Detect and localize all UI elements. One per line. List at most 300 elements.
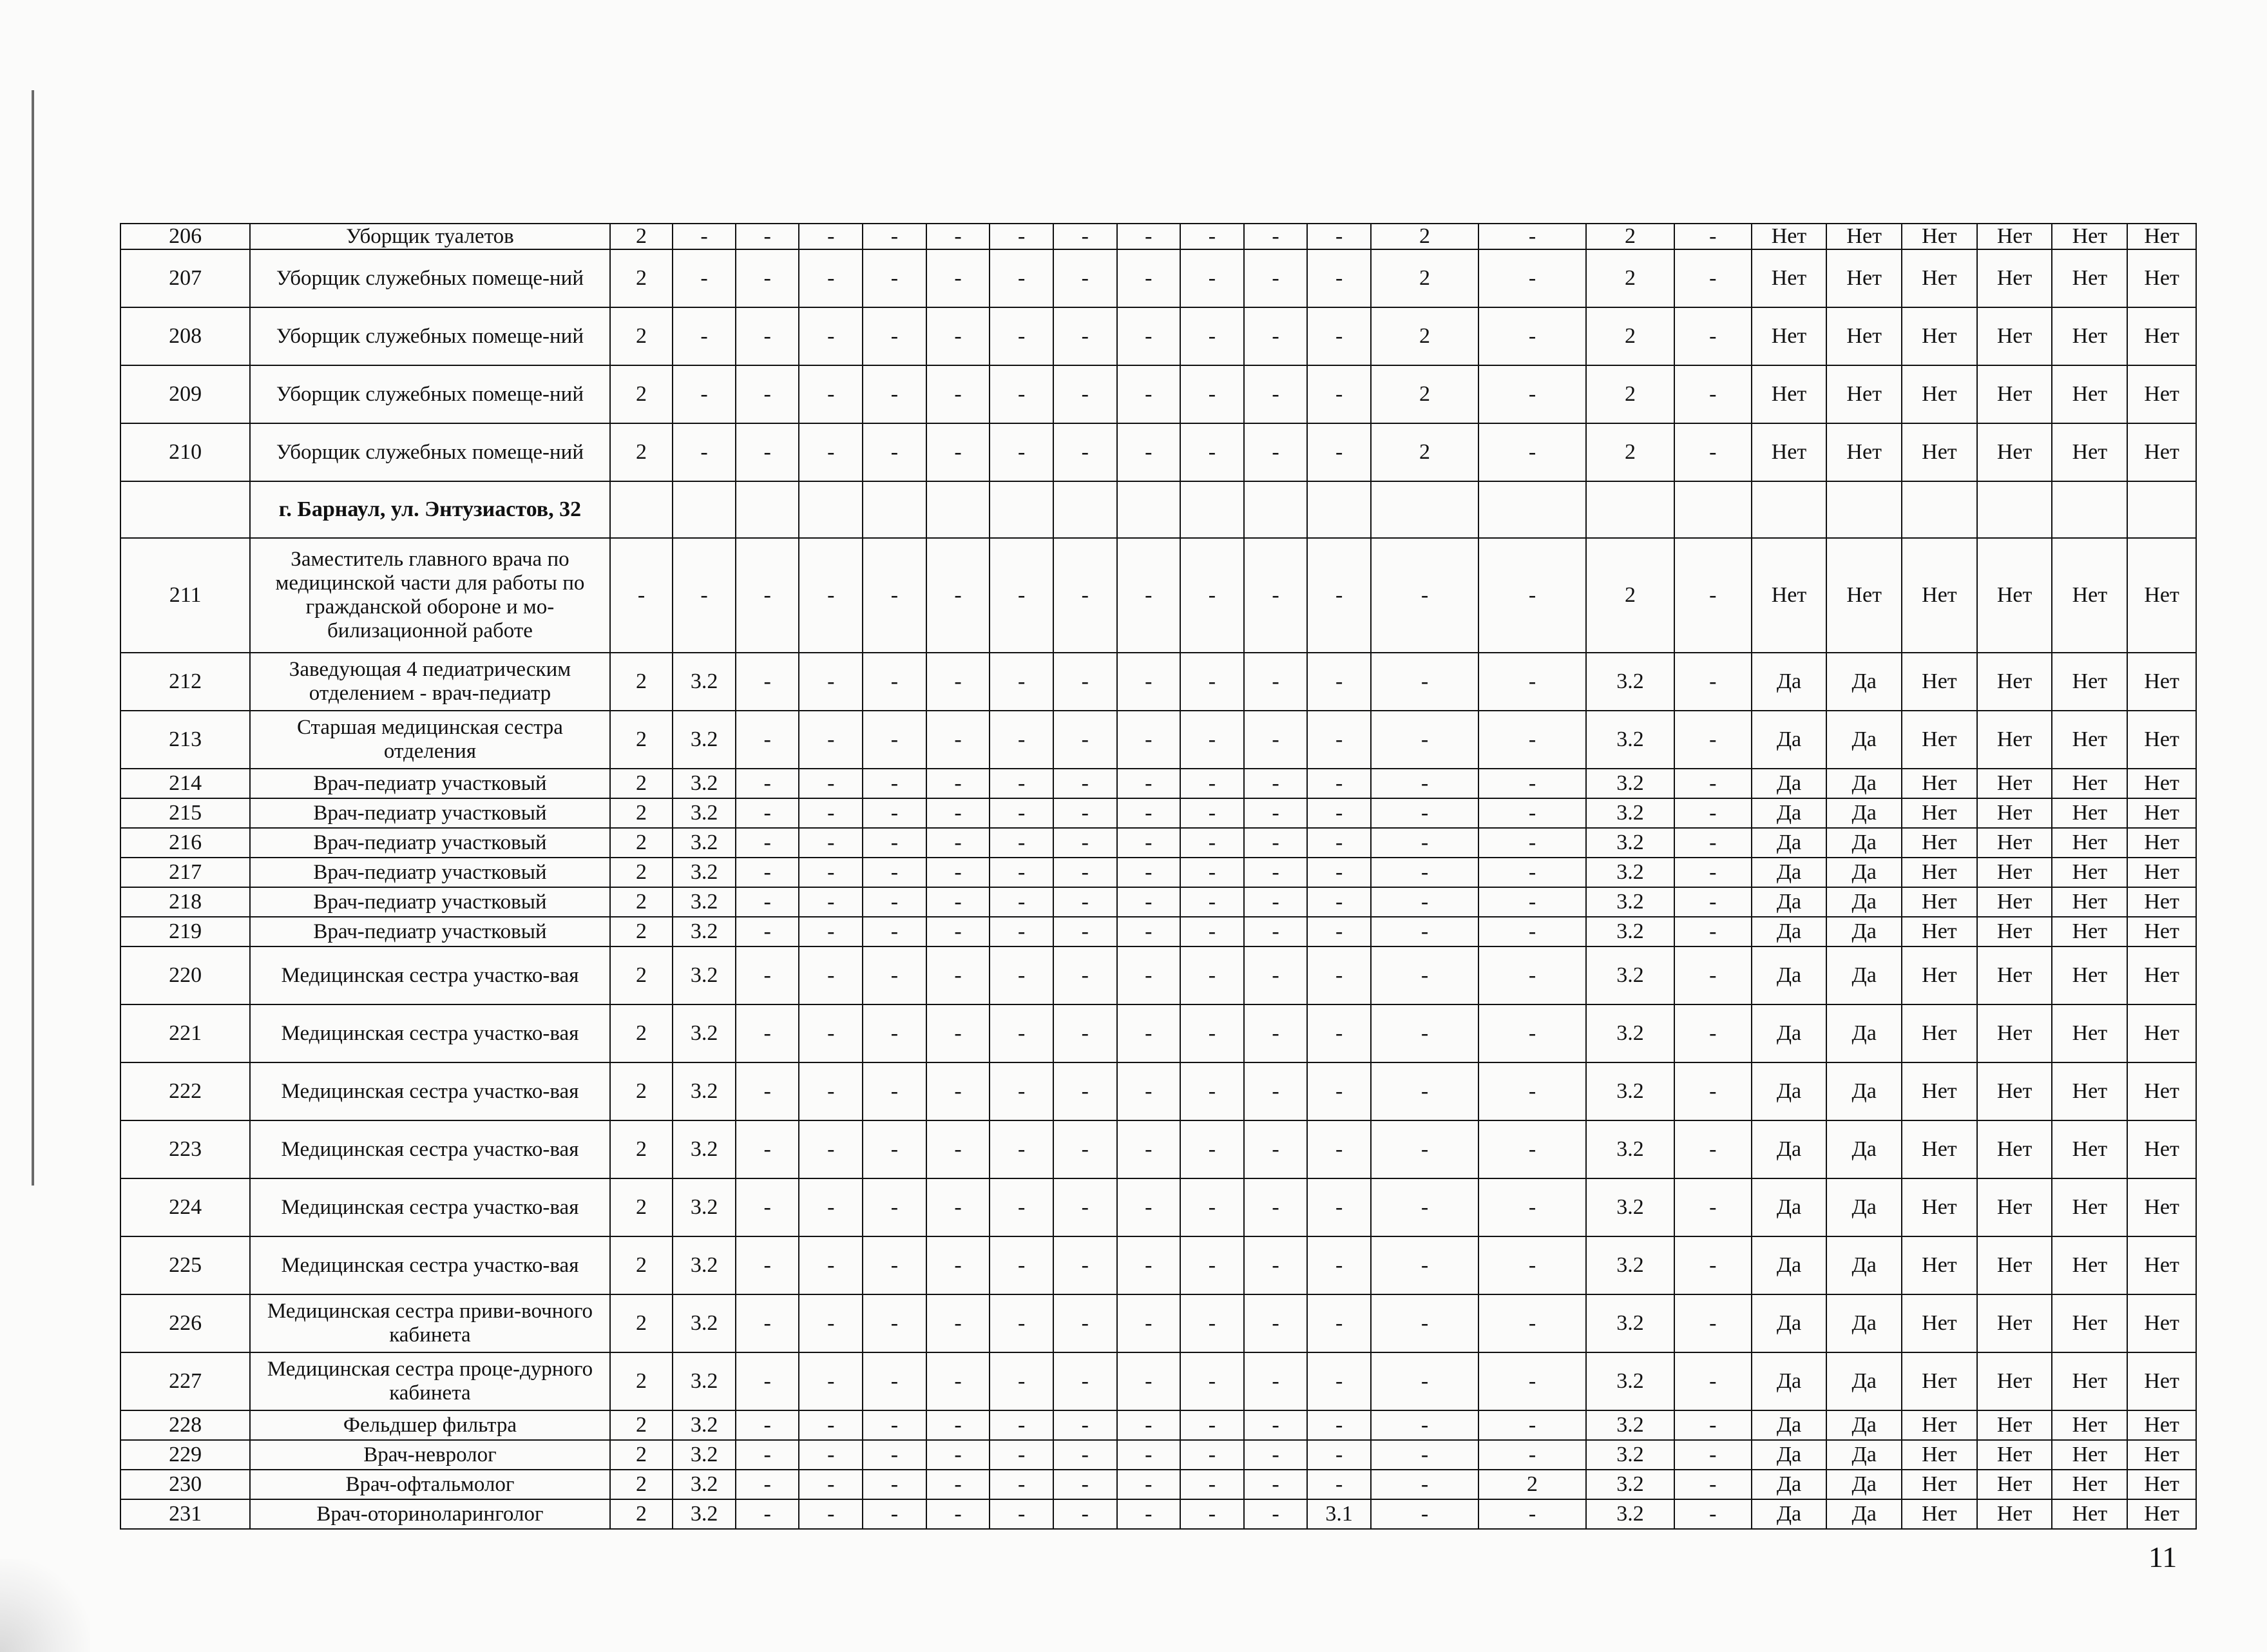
value-cell-22: Нет bbox=[2127, 1120, 2196, 1178]
value-cell-18: Нет bbox=[1826, 224, 1902, 249]
value-cell-21: Нет bbox=[2052, 1470, 2127, 1499]
value-cell-4: - bbox=[799, 946, 863, 1004]
value-cell-18: Да bbox=[1826, 798, 1902, 828]
value-cell-2: 3.2 bbox=[673, 798, 736, 828]
position-name-cell: Медицинская сестра приви-вочного кабинета bbox=[250, 1294, 609, 1352]
value-cell-5: - bbox=[863, 1062, 926, 1120]
value-cell-9: - bbox=[1117, 887, 1181, 917]
value-cell-9: - bbox=[1117, 917, 1181, 946]
value-cell-18: Да bbox=[1826, 1470, 1902, 1499]
value-cell-22: Нет bbox=[2127, 423, 2196, 481]
scan-corner-shadow bbox=[0, 1559, 90, 1652]
address-cell: г. Барнаул, ул. Энтузиастов, 32 bbox=[250, 481, 609, 538]
value-cell-2: 3.2 bbox=[673, 1294, 736, 1352]
position-name-cell: Медицинская сестра участко-вая bbox=[250, 1004, 609, 1062]
value-cell-6: - bbox=[926, 1236, 990, 1294]
value-cell-12: - bbox=[1307, 1470, 1371, 1499]
row-number-cell: 208 bbox=[120, 307, 250, 365]
value-cell-19: Нет bbox=[1902, 538, 1977, 653]
value-cell-16: - bbox=[1674, 1178, 1752, 1236]
value-cell-6: - bbox=[926, 946, 990, 1004]
value-cell-22 bbox=[2127, 481, 2196, 538]
value-cell-21: Нет bbox=[2052, 798, 2127, 828]
value-cell-6: - bbox=[926, 769, 990, 798]
value-cell-13: - bbox=[1371, 1178, 1478, 1236]
value-cell-19: Нет bbox=[1902, 423, 1977, 481]
value-cell-10: - bbox=[1180, 711, 1244, 769]
value-cell-11: - bbox=[1244, 1120, 1308, 1178]
value-cell-20: Нет bbox=[1977, 1352, 2052, 1410]
value-cell-12: - bbox=[1307, 1178, 1371, 1236]
value-cell-5: - bbox=[863, 1470, 926, 1499]
row-number-cell: 221 bbox=[120, 1004, 250, 1062]
position-name-cell: Заведующая 4 педиатрическим отделением - врач-педиатр bbox=[250, 653, 609, 711]
value-cell-17: Да bbox=[1752, 858, 1827, 887]
position-name-cell: Врач-педиатр участковый bbox=[250, 798, 609, 828]
value-cell-12: - bbox=[1307, 1352, 1371, 1410]
value-cell-11: - bbox=[1244, 946, 1308, 1004]
value-cell-22: Нет bbox=[2127, 1062, 2196, 1120]
value-cell-5: - bbox=[863, 798, 926, 828]
value-cell-14: - bbox=[1478, 1440, 1586, 1470]
position-name-cell: Старшая медицинская сестра отделения bbox=[250, 711, 609, 769]
value-cell-8: - bbox=[1053, 1120, 1117, 1178]
value-cell-18: Да bbox=[1826, 711, 1902, 769]
value-cell-5: - bbox=[863, 1120, 926, 1178]
value-cell-18: Да bbox=[1826, 1410, 1902, 1440]
value-cell-22: Нет bbox=[2127, 653, 2196, 711]
value-cell-8: - bbox=[1053, 224, 1117, 249]
value-cell-12: - bbox=[1307, 887, 1371, 917]
value-cell-2: - bbox=[673, 365, 736, 423]
value-cell-16: - bbox=[1674, 653, 1752, 711]
value-cell-8: - bbox=[1053, 1499, 1117, 1529]
value-cell-6: - bbox=[926, 653, 990, 711]
value-cell-11: - bbox=[1244, 858, 1308, 887]
value-cell-3: - bbox=[736, 1499, 799, 1529]
value-cell-7: - bbox=[990, 769, 1053, 798]
value-cell-16: - bbox=[1674, 711, 1752, 769]
value-cell-15: 3.2 bbox=[1586, 1470, 1674, 1499]
value-cell-17: Да bbox=[1752, 769, 1827, 798]
value-cell-14: - bbox=[1478, 887, 1586, 917]
value-cell-22: Нет bbox=[2127, 224, 2196, 249]
value-cell-15: 3.2 bbox=[1586, 1410, 1674, 1440]
value-cell-10: - bbox=[1180, 887, 1244, 917]
value-cell-12: - bbox=[1307, 538, 1371, 653]
row-number-cell: 222 bbox=[120, 1062, 250, 1120]
value-cell-17: Да bbox=[1752, 1499, 1827, 1529]
page-number: 11 bbox=[2148, 1541, 2177, 1573]
value-cell-12: - bbox=[1307, 1004, 1371, 1062]
value-cell-9: - bbox=[1117, 711, 1181, 769]
value-cell-22: Нет bbox=[2127, 1236, 2196, 1294]
value-cell-2: - bbox=[673, 423, 736, 481]
value-cell-2: 3.2 bbox=[673, 1120, 736, 1178]
value-cell-9: - bbox=[1117, 769, 1181, 798]
value-cell-1: 2 bbox=[610, 423, 673, 481]
position-name-cell: Уборщик служебных помеще-ний bbox=[250, 423, 609, 481]
value-cell-15: 3.2 bbox=[1586, 1004, 1674, 1062]
value-cell-13: - bbox=[1371, 798, 1478, 828]
value-cell-9: - bbox=[1117, 1470, 1181, 1499]
value-cell-7: - bbox=[990, 1294, 1053, 1352]
value-cell-19 bbox=[1902, 481, 1977, 538]
value-cell-13: - bbox=[1371, 538, 1478, 653]
value-cell-9: - bbox=[1117, 946, 1181, 1004]
value-cell-6: - bbox=[926, 423, 990, 481]
value-cell-21: Нет bbox=[2052, 307, 2127, 365]
row-number-cell: 210 bbox=[120, 423, 250, 481]
value-cell-21 bbox=[2052, 481, 2127, 538]
value-cell-19: Нет bbox=[1902, 711, 1977, 769]
value-cell-11: - bbox=[1244, 1004, 1308, 1062]
value-cell-20: Нет bbox=[1977, 249, 2052, 307]
value-cell-16: - bbox=[1674, 1120, 1752, 1178]
value-cell-10: - bbox=[1180, 946, 1244, 1004]
value-cell-4: - bbox=[799, 858, 863, 887]
table-row bbox=[120, 249, 2196, 307]
value-cell-15: 3.2 bbox=[1586, 1236, 1674, 1294]
value-cell-19: Нет bbox=[1902, 828, 1977, 858]
value-cell-22: Нет bbox=[2127, 1352, 2196, 1410]
value-cell-10: - bbox=[1180, 1236, 1244, 1294]
value-cell-8: - bbox=[1053, 1236, 1117, 1294]
value-cell-17: Да bbox=[1752, 711, 1827, 769]
value-cell-2: - bbox=[673, 538, 736, 653]
value-cell-2: 3.2 bbox=[673, 1499, 736, 1529]
value-cell-3: - bbox=[736, 365, 799, 423]
value-cell-9 bbox=[1117, 481, 1181, 538]
value-cell-4: - bbox=[799, 653, 863, 711]
value-cell-5: - bbox=[863, 1236, 926, 1294]
value-cell-12: - bbox=[1307, 946, 1371, 1004]
value-cell-21: Нет bbox=[2052, 249, 2127, 307]
value-cell-8: - bbox=[1053, 1062, 1117, 1120]
value-cell-2: 3.2 bbox=[673, 1440, 736, 1470]
value-cell-1: 2 bbox=[610, 1236, 673, 1294]
value-cell-3: - bbox=[736, 1178, 799, 1236]
value-cell-21: Нет bbox=[2052, 423, 2127, 481]
value-cell-6: - bbox=[926, 307, 990, 365]
value-cell-8: - bbox=[1053, 1352, 1117, 1410]
value-cell-17 bbox=[1752, 481, 1827, 538]
value-cell-15: 3.2 bbox=[1586, 769, 1674, 798]
value-cell-21: Нет bbox=[2052, 946, 2127, 1004]
value-cell-1: 2 bbox=[610, 1120, 673, 1178]
value-cell-2: - bbox=[673, 224, 736, 249]
value-cell-22: Нет bbox=[2127, 1470, 2196, 1499]
value-cell-3: - bbox=[736, 1470, 799, 1499]
value-cell-18: Нет bbox=[1826, 538, 1902, 653]
value-cell-6: - bbox=[926, 887, 990, 917]
value-cell-5: - bbox=[863, 828, 926, 858]
value-cell-13: - bbox=[1371, 711, 1478, 769]
value-cell-22: Нет bbox=[2127, 769, 2196, 798]
value-cell-1: - bbox=[610, 538, 673, 653]
value-cell-11: - bbox=[1244, 224, 1308, 249]
value-cell-13: 2 bbox=[1371, 423, 1478, 481]
position-name-cell: Заместитель главного врача по медицинской части для работы по гражданской обороне и мо-билизационной работе bbox=[250, 538, 609, 653]
value-cell-19: Нет bbox=[1902, 1470, 1977, 1499]
value-cell-3: - bbox=[736, 1352, 799, 1410]
value-cell-20: Нет bbox=[1977, 1120, 2052, 1178]
value-cell-15: 2 bbox=[1586, 365, 1674, 423]
value-cell-15: 3.2 bbox=[1586, 711, 1674, 769]
value-cell-3: - bbox=[736, 798, 799, 828]
value-cell-6: - bbox=[926, 1004, 990, 1062]
value-cell-10: - bbox=[1180, 365, 1244, 423]
value-cell-1: 2 bbox=[610, 1499, 673, 1529]
value-cell-3: - bbox=[736, 711, 799, 769]
value-cell-15: 3.2 bbox=[1586, 1440, 1674, 1470]
value-cell-3: - bbox=[736, 1410, 799, 1440]
value-cell-16: - bbox=[1674, 249, 1752, 307]
value-cell-1: 2 bbox=[610, 365, 673, 423]
value-cell-5: - bbox=[863, 1440, 926, 1470]
value-cell-11: - bbox=[1244, 1236, 1308, 1294]
value-cell-3: - bbox=[736, 1294, 799, 1352]
value-cell-8: - bbox=[1053, 538, 1117, 653]
value-cell-13: 2 bbox=[1371, 365, 1478, 423]
row-number-cell: 220 bbox=[120, 946, 250, 1004]
value-cell-14: - bbox=[1478, 653, 1586, 711]
value-cell-12: 3.1 bbox=[1307, 1499, 1371, 1529]
value-cell-19: Нет bbox=[1902, 1294, 1977, 1352]
value-cell-11: - bbox=[1244, 1470, 1308, 1499]
row-number-cell: 209 bbox=[120, 365, 250, 423]
value-cell-1: 2 bbox=[610, 1294, 673, 1352]
value-cell-10: - bbox=[1180, 1470, 1244, 1499]
value-cell-21: Нет bbox=[2052, 1120, 2127, 1178]
value-cell-17: Да bbox=[1752, 828, 1827, 858]
value-cell-19: Нет bbox=[1902, 1410, 1977, 1440]
value-cell-2: 3.2 bbox=[673, 711, 736, 769]
value-cell-13: - bbox=[1371, 1499, 1478, 1529]
value-cell-20: Нет bbox=[1977, 1410, 2052, 1440]
value-cell-5: - bbox=[863, 711, 926, 769]
value-cell-4: - bbox=[799, 887, 863, 917]
value-cell-18: Да bbox=[1826, 858, 1902, 887]
value-cell-20: Нет bbox=[1977, 917, 2052, 946]
value-cell-16: - bbox=[1674, 917, 1752, 946]
value-cell-8: - bbox=[1053, 1294, 1117, 1352]
value-cell-12: - bbox=[1307, 858, 1371, 887]
value-cell-6: - bbox=[926, 538, 990, 653]
value-cell-22: Нет bbox=[2127, 1294, 2196, 1352]
value-cell-9: - bbox=[1117, 798, 1181, 828]
table-row bbox=[120, 1294, 2196, 1352]
value-cell-8: - bbox=[1053, 1004, 1117, 1062]
value-cell-11: - bbox=[1244, 1410, 1308, 1440]
value-cell-10: - bbox=[1180, 653, 1244, 711]
value-cell-8: - bbox=[1053, 249, 1117, 307]
value-cell-10: - bbox=[1180, 538, 1244, 653]
row-number-cell: 228 bbox=[120, 1410, 250, 1440]
value-cell-20: Нет bbox=[1977, 1178, 2052, 1236]
value-cell-6: - bbox=[926, 828, 990, 858]
value-cell-13: - bbox=[1371, 828, 1478, 858]
value-cell-19: Нет bbox=[1902, 1352, 1977, 1410]
value-cell-7: - bbox=[990, 538, 1053, 653]
row-number-cell: 213 bbox=[120, 711, 250, 769]
row-number-cell: 223 bbox=[120, 1120, 250, 1178]
value-cell-19: Нет bbox=[1902, 887, 1977, 917]
value-cell-9: - bbox=[1117, 307, 1181, 365]
value-cell-21: Нет bbox=[2052, 653, 2127, 711]
value-cell-7: - bbox=[990, 1120, 1053, 1178]
value-cell-14: - bbox=[1478, 1410, 1586, 1440]
value-cell-15 bbox=[1586, 481, 1674, 538]
value-cell-7: - bbox=[990, 1499, 1053, 1529]
value-cell-17: Нет bbox=[1752, 249, 1827, 307]
value-cell-13: 2 bbox=[1371, 224, 1478, 249]
value-cell-1: 2 bbox=[610, 1352, 673, 1410]
value-cell-5: - bbox=[863, 1352, 926, 1410]
value-cell-7: - bbox=[990, 1352, 1053, 1410]
value-cell-19: Нет bbox=[1902, 1062, 1977, 1120]
value-cell-12: - bbox=[1307, 224, 1371, 249]
value-cell-19: Нет bbox=[1902, 1440, 1977, 1470]
value-cell-8: - bbox=[1053, 858, 1117, 887]
value-cell-13: - bbox=[1371, 1352, 1478, 1410]
table-row bbox=[120, 1410, 2196, 1440]
value-cell-6: - bbox=[926, 1410, 990, 1440]
value-cell-5: - bbox=[863, 1294, 926, 1352]
value-cell-6: - bbox=[926, 1120, 990, 1178]
value-cell-19: Нет bbox=[1902, 1120, 1977, 1178]
value-cell-15: 3.2 bbox=[1586, 858, 1674, 887]
position-name-cell: Медицинская сестра участко-вая bbox=[250, 1062, 609, 1120]
value-cell-9: - bbox=[1117, 858, 1181, 887]
value-cell-3: - bbox=[736, 946, 799, 1004]
value-cell-10: - bbox=[1180, 1004, 1244, 1062]
value-cell-14: - bbox=[1478, 798, 1586, 828]
value-cell-1: 2 bbox=[610, 1410, 673, 1440]
value-cell-3: - bbox=[736, 769, 799, 798]
value-cell-2: 3.2 bbox=[673, 1004, 736, 1062]
value-cell-4: - bbox=[799, 917, 863, 946]
value-cell-6: - bbox=[926, 1352, 990, 1410]
value-cell-14: - bbox=[1478, 917, 1586, 946]
value-cell-14: - bbox=[1478, 249, 1586, 307]
value-cell-16: - bbox=[1674, 1352, 1752, 1410]
table-row bbox=[120, 1352, 2196, 1410]
value-cell-4: - bbox=[799, 307, 863, 365]
table-row bbox=[120, 769, 2196, 798]
value-cell-14: 2 bbox=[1478, 1470, 1586, 1499]
value-cell-2: 3.2 bbox=[673, 1236, 736, 1294]
working-conditions-table bbox=[120, 223, 2197, 1530]
value-cell-4: - bbox=[799, 1499, 863, 1529]
value-cell-15: 3.2 bbox=[1586, 828, 1674, 858]
value-cell-17: Да bbox=[1752, 1062, 1827, 1120]
value-cell-20: Нет bbox=[1977, 1470, 2052, 1499]
value-cell-18 bbox=[1826, 481, 1902, 538]
value-cell-20: Нет bbox=[1977, 769, 2052, 798]
value-cell-5: - bbox=[863, 1004, 926, 1062]
value-cell-22: Нет bbox=[2127, 1410, 2196, 1440]
value-cell-19: Нет bbox=[1902, 1499, 1977, 1529]
value-cell-14: - bbox=[1478, 711, 1586, 769]
value-cell-9: - bbox=[1117, 423, 1181, 481]
row-number-cell: 227 bbox=[120, 1352, 250, 1410]
value-cell-15: 3.2 bbox=[1586, 917, 1674, 946]
value-cell-1: 2 bbox=[610, 798, 673, 828]
value-cell-2: 3.2 bbox=[673, 858, 736, 887]
value-cell-7: - bbox=[990, 1440, 1053, 1470]
value-cell-11: - bbox=[1244, 1352, 1308, 1410]
value-cell-19: Нет bbox=[1902, 365, 1977, 423]
value-cell-5: - bbox=[863, 1499, 926, 1529]
value-cell-7: - bbox=[990, 828, 1053, 858]
value-cell-1: 2 bbox=[610, 769, 673, 798]
table-row bbox=[120, 1178, 2196, 1236]
value-cell-16: - bbox=[1674, 1062, 1752, 1120]
value-cell-17: Да bbox=[1752, 1236, 1827, 1294]
value-cell-12: - bbox=[1307, 1440, 1371, 1470]
value-cell-4: - bbox=[799, 1410, 863, 1440]
value-cell-9: - bbox=[1117, 1236, 1181, 1294]
position-name-cell: Врач-педиатр участковый bbox=[250, 828, 609, 858]
value-cell-6: - bbox=[926, 917, 990, 946]
value-cell-17: Да bbox=[1752, 1178, 1827, 1236]
value-cell-12: - bbox=[1307, 711, 1371, 769]
value-cell-14: - bbox=[1478, 1062, 1586, 1120]
value-cell-12: - bbox=[1307, 653, 1371, 711]
value-cell-19: Нет bbox=[1902, 1178, 1977, 1236]
value-cell-21: Нет bbox=[2052, 365, 2127, 423]
value-cell-21: Нет bbox=[2052, 1352, 2127, 1410]
value-cell-6: - bbox=[926, 224, 990, 249]
value-cell-9: - bbox=[1117, 249, 1181, 307]
value-cell-18: Нет bbox=[1826, 307, 1902, 365]
value-cell-13: 2 bbox=[1371, 249, 1478, 307]
value-cell-6: - bbox=[926, 711, 990, 769]
value-cell-5: - bbox=[863, 1178, 926, 1236]
value-cell-21: Нет bbox=[2052, 858, 2127, 887]
value-cell-9: - bbox=[1117, 1440, 1181, 1470]
value-cell-2: 3.2 bbox=[673, 946, 736, 1004]
table-row bbox=[120, 307, 2196, 365]
value-cell-11: - bbox=[1244, 1440, 1308, 1470]
value-cell-14: - bbox=[1478, 224, 1586, 249]
value-cell-7: - bbox=[990, 1470, 1053, 1499]
value-cell-2: 3.2 bbox=[673, 1062, 736, 1120]
value-cell-15: 2 bbox=[1586, 423, 1674, 481]
row-number-cell: 229 bbox=[120, 1440, 250, 1470]
value-cell-3: - bbox=[736, 538, 799, 653]
value-cell-10: - bbox=[1180, 1440, 1244, 1470]
value-cell-2: 3.2 bbox=[673, 917, 736, 946]
value-cell-10: - bbox=[1180, 249, 1244, 307]
position-name-cell: Уборщик служебных помеще-ний bbox=[250, 249, 609, 307]
value-cell-20: Нет bbox=[1977, 1499, 2052, 1529]
value-cell-9: - bbox=[1117, 538, 1181, 653]
value-cell-9: - bbox=[1117, 653, 1181, 711]
value-cell-12: - bbox=[1307, 798, 1371, 828]
value-cell-6 bbox=[926, 481, 990, 538]
value-cell-21: Нет bbox=[2052, 1178, 2127, 1236]
value-cell-17: Да bbox=[1752, 946, 1827, 1004]
value-cell-22: Нет bbox=[2127, 307, 2196, 365]
value-cell-4: - bbox=[799, 249, 863, 307]
value-cell-15: 3.2 bbox=[1586, 887, 1674, 917]
value-cell-4: - bbox=[799, 828, 863, 858]
value-cell-3: - bbox=[736, 917, 799, 946]
value-cell-21: Нет bbox=[2052, 711, 2127, 769]
value-cell-14: - bbox=[1478, 946, 1586, 1004]
